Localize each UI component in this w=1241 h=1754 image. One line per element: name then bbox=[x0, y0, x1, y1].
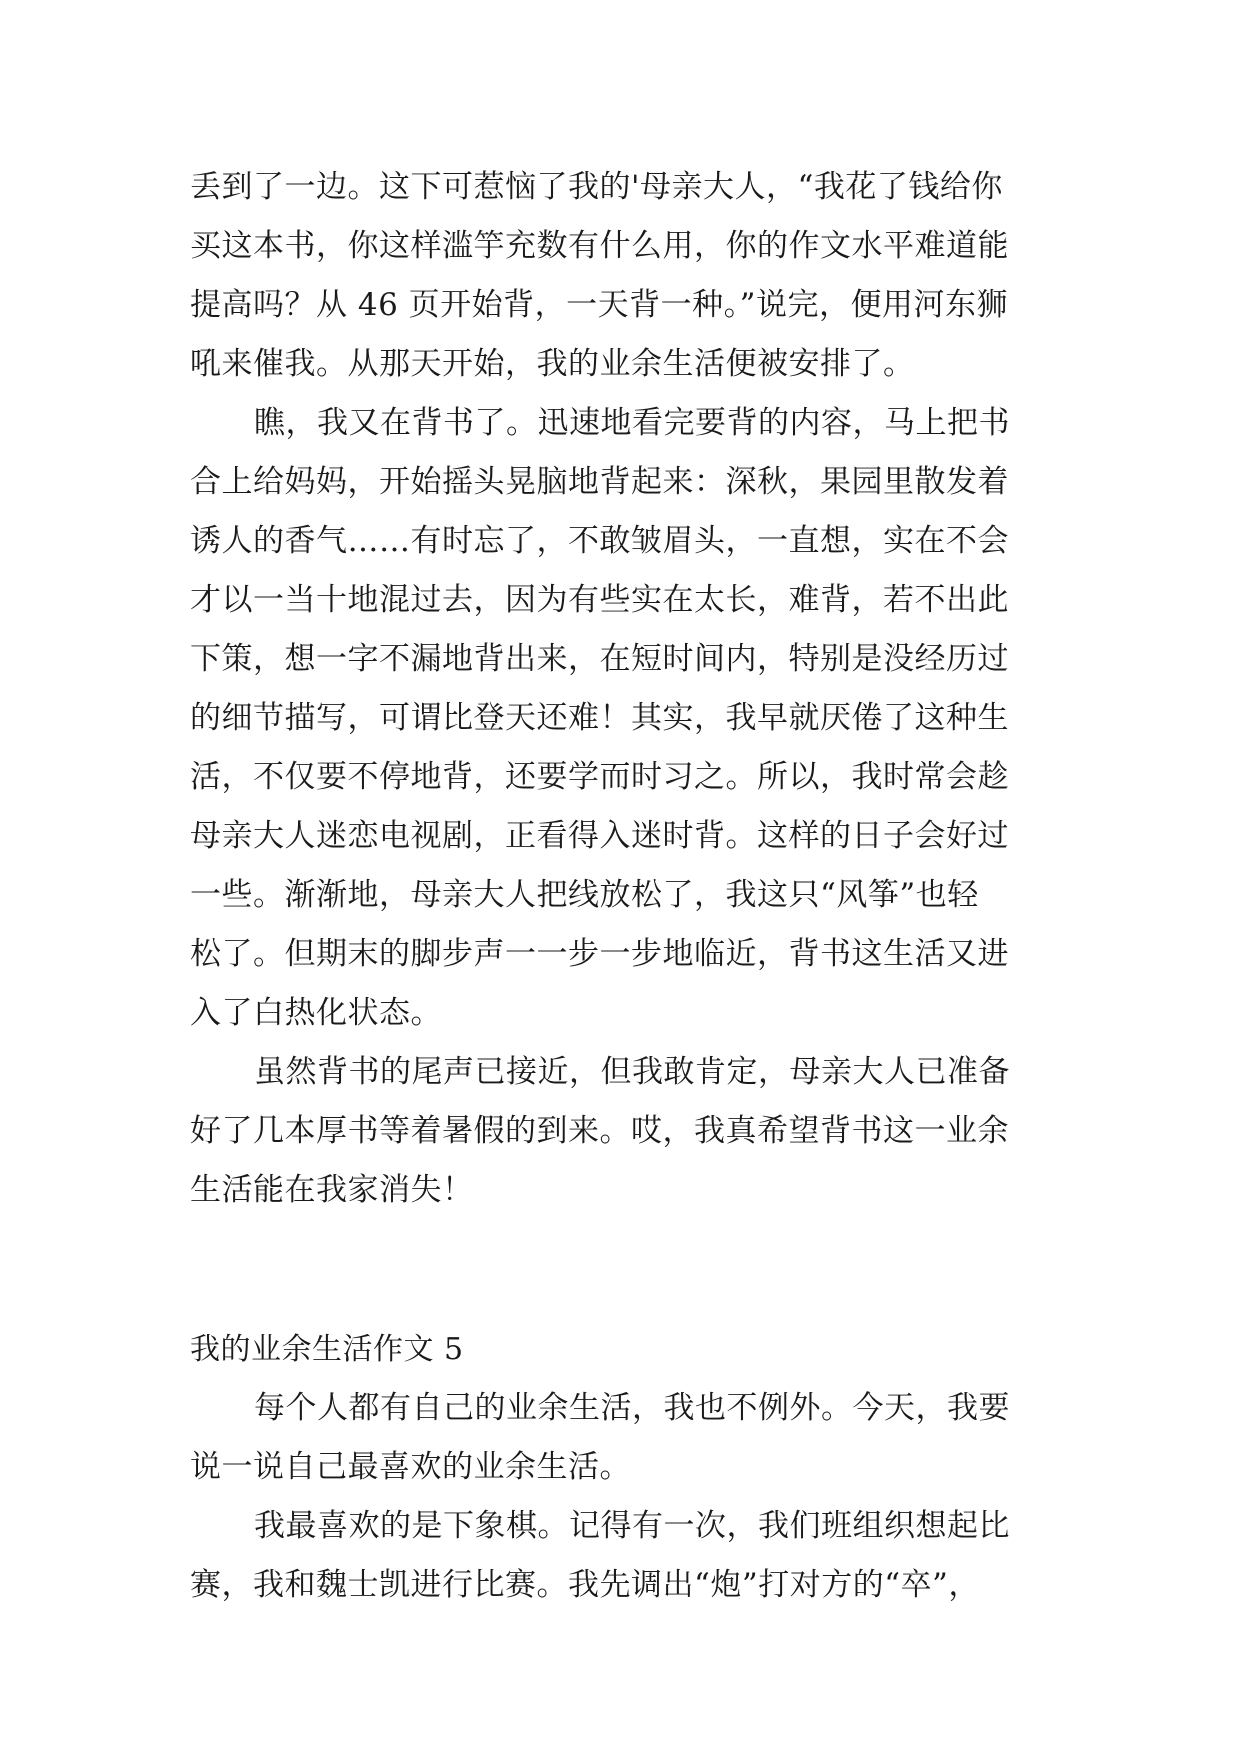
section-spacer bbox=[190, 1220, 1070, 1320]
text-line: 母亲大人迷恋电视剧，正看得入迷时背。这样的日子会好过 bbox=[190, 818, 1009, 854]
text-line: 赛，我和魏士凯进行比赛。我先调出“炮”打对方的“卒”， bbox=[190, 1567, 980, 1603]
text-line: 生活能在我家消失！ bbox=[190, 1172, 474, 1208]
text-line: 才以一当十地混过去，因为有些实在太长，难背，若不出此 bbox=[190, 582, 1009, 618]
paragraph bbox=[190, 394, 1070, 1043]
text-line: 说一说自己最喜欢的业余生活。 bbox=[190, 1449, 631, 1485]
essay-title: 我的业余生活作文 5 bbox=[190, 1332, 464, 1367]
text-line: 好了几本厚书等着暑假的到来。哎，我真希望背书这一业余 bbox=[190, 1113, 1009, 1149]
text-line: 瞧，我又在背书了。迅速地看完要背的内容，马上把书 bbox=[254, 405, 1010, 441]
text-line: 诱人的香气……有时忘了，不敢皱眉头，一直想，实在不会 bbox=[190, 523, 1009, 559]
paragraph bbox=[190, 158, 1070, 394]
text-line: 一些。渐渐地，母亲大人把线放松了，我这只“风筝”也轻 bbox=[190, 877, 979, 913]
paragraph bbox=[190, 1379, 1070, 1497]
document-body bbox=[190, 158, 1070, 1615]
text-line: 合上给妈妈，开始摇头晃脑地背起来：深秋，果园里散发着 bbox=[190, 464, 1009, 500]
text-line: 入了白热化状态。 bbox=[190, 995, 442, 1031]
text-line: 丢到了一边。这下可惹恼了我的'母亲大人，“我花了钱给你 bbox=[190, 169, 1003, 205]
text-line: 虽然背书的尾声已接近，但我敢肯定，母亲大人已准备 bbox=[254, 1054, 1010, 1090]
paragraph bbox=[190, 1043, 1070, 1220]
text-line: 每个人都有自己的业余生活，我也不例外。今天，我要 bbox=[254, 1390, 1010, 1426]
text-line: 提高吗？从 46 页开始背，一天背一种。”说完，便用河东狮 bbox=[190, 287, 1008, 323]
text-line: 买这本书，你这样滥竽充数有什么用，你的作文水平难道能 bbox=[190, 228, 1009, 264]
text-line: 下策，想一字不漏地背出来，在短时间内，特别是没经历过 bbox=[190, 641, 1009, 677]
paragraph bbox=[190, 1497, 1070, 1615]
text-line: 松了。但期末的脚步声一一步一步地临近，背书这生活又进 bbox=[190, 936, 1009, 972]
essay-section bbox=[190, 1320, 1070, 1615]
text-line: 我最喜欢的是下象棋。记得有一次，我们班组织想起比 bbox=[254, 1508, 1010, 1544]
text-line: 活，不仅要不停地背，还要学而时习之。所以，我时常会趁 bbox=[190, 759, 1009, 795]
text-line: 的细节描写，可谓比登天还难！其实，我早就厌倦了这种生 bbox=[190, 700, 1009, 736]
text-line: 吼来催我。从那天开始，我的业余生活便被安排了。 bbox=[190, 346, 915, 382]
